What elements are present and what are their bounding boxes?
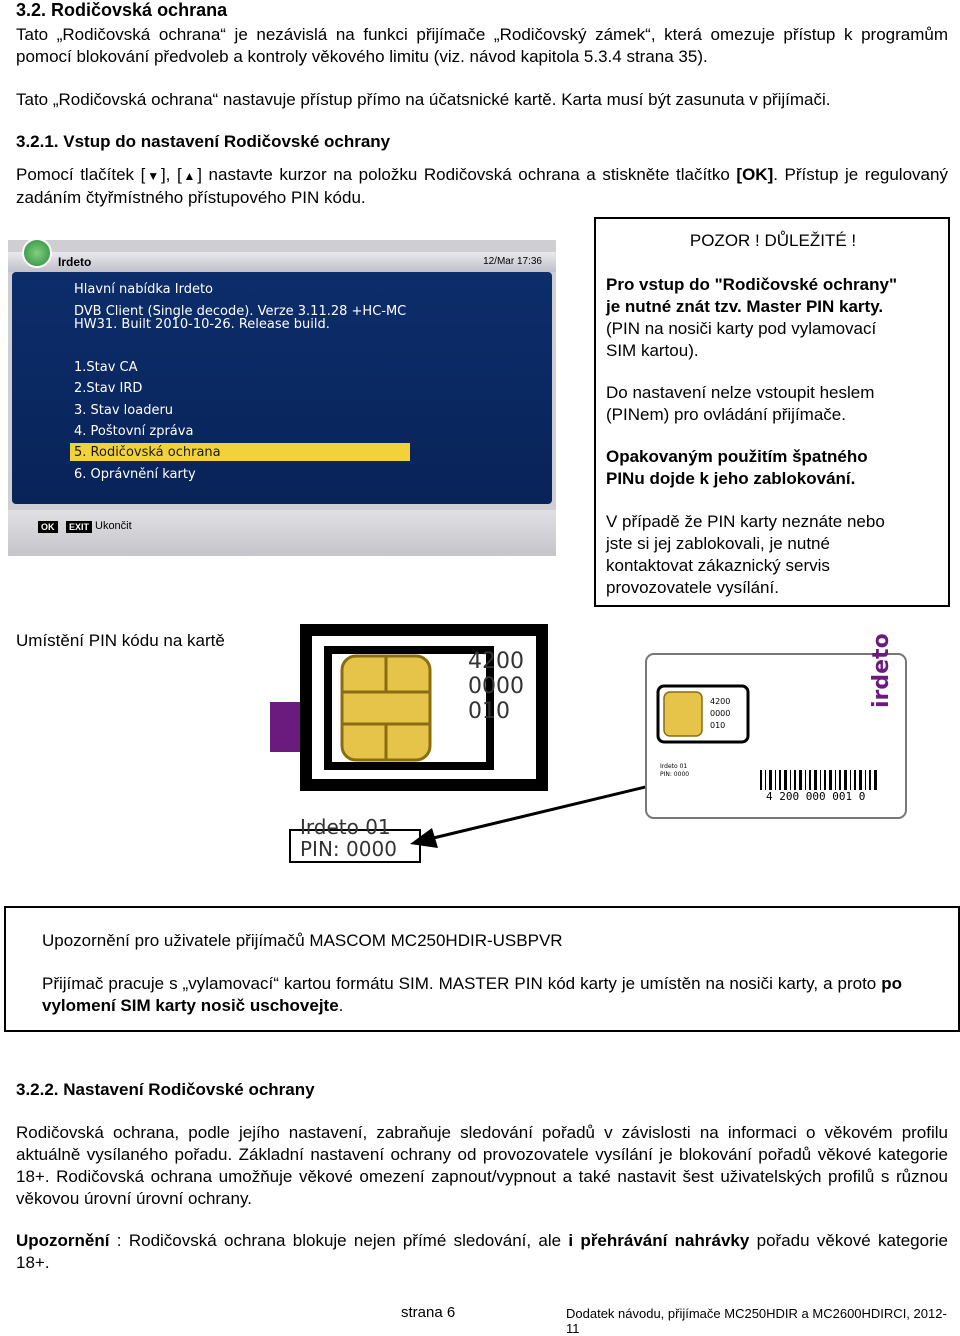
card-serial: 4 200 000 001 0 (766, 790, 866, 803)
warning-line: PINu dojde k jeho zablokování. (606, 469, 856, 488)
section-title: 3.2. Rodičovská ochrana (16, 0, 228, 20)
card-number-3: 010 (710, 721, 726, 730)
exit-text: Ukončit (95, 520, 132, 532)
warning-heading: POZOR ! DŮLEŽITÉ ! (689, 231, 857, 250)
arrow-down-icon: ▼ (145, 169, 161, 183)
exit-key-badge: EXIT (66, 521, 92, 533)
warning-line: jste si jej zablokovali, je nutné (606, 534, 830, 553)
sim-number-1: 4200 (468, 649, 524, 674)
notice-title: Upozornění pro uživatele přijímačů MASCOM MC250HDIR-USBPVR (42, 931, 563, 950)
screen-menu-item[interactable]: 2.Stav IRD (74, 381, 143, 396)
warning-line: (PIN na nosiči karty pod vylamovací (606, 319, 877, 338)
warning-line: V případě že PIN karty neznáte nebo (606, 512, 885, 531)
screen-info-line-2: HW31. Built 2010-10-26. Release build. (74, 317, 330, 332)
screen-info-line-1: DVB Client (Single decode). Verze 3.11.28 +HC-MC (74, 304, 407, 319)
screen-menu-item[interactable]: 6. Oprávnění karty (74, 467, 196, 482)
sim-card-illustration (260, 620, 960, 870)
warning-line: kontaktovat zákaznický servis (606, 556, 830, 575)
intro-paragraph-1: Tato „Rodičovská ochrana“ je nezávislá na funkci přijímače „Rodičovský zámek“, která omezuje přístup k programům pomocí blokování předvoleb a kontroly věkového limitu (viz. návod kapitola 5.3.4 strana 35). (16, 25, 948, 66)
irdeto-logo-icon (22, 238, 52, 268)
screen-menu-item[interactable]: 3. Stav loaderu (74, 403, 174, 418)
sim-number-2: 0000 (468, 674, 524, 699)
screen-menu-item-selected[interactable]: 5. Rodičovská ochrana (74, 445, 221, 460)
subsection-1-text: Pomocí tlačítek [▼], [▲] nastavte kurzor na položku Rodičovská ochrana a stiskněte tlačítko [OK]. Přístup je regulovaný zadáním čtyřmístného přístupového PIN kódu. (16, 165, 948, 207)
warning-line: Do nastavení nelze vstoupit heslem (606, 383, 875, 402)
card-number-1: 4200 (710, 697, 731, 706)
card-number-2: 0000 (710, 709, 731, 718)
ok-key-badge: OK (38, 521, 58, 533)
footer-page-number: strana 6 (401, 1304, 456, 1321)
card-small-text-1: Irdeto 01 (660, 763, 688, 770)
sim-number-3: 010 (468, 699, 510, 724)
warning-line: je nutné znát tzv. Master PIN karty. (606, 297, 884, 316)
subsection-title-1: 3.2.1. Vstup do nastavení Rodičovské ochrany (16, 132, 391, 151)
tv-menu-screenshot (8, 240, 556, 556)
notice-text: Přijímač pracuje s „vylamovací“ kartou formátu SIM. MASTER PIN kód karty je umístěn na nosiči karty, a proto po vylomení SIM karty nosič uschovejte. (42, 974, 902, 1015)
subsection-2-text: Rodičovská ochrana, podle jejího nastavení, zabraňuje sledování pořadů v závislosti na informaci o věkovém profilu aktuálně vysílaného pořadu. Základní nastavení ochrany od provozovatele vysílání je blokování pořadů věkové kategorie 18+. Rodičovská ochrana umožňuje věkové omezení zapnout/vypnout a také nastavit šest uživatelských profilů s různou věkovou úrovní úrovní ochrany. (16, 1123, 948, 1208)
screen-menu-item[interactable]: 4. Poštovní zpráva (74, 424, 194, 439)
footer-document-info: Dodatek návodu, přijímače MC250HDIR a MC2600HDIRCI, 2012-11 (566, 1306, 947, 1336)
warning-box (594, 217, 950, 607)
screen-brand: Irdeto (58, 255, 92, 269)
arrow-up-icon: ▲ (181, 169, 198, 183)
warning-2-paragraph: Upozornění : Rodičovská ochrana blokuje nejen přímé sledování, ale i přehrávání nahrávky pořadu věkové kategorie 18+. (16, 1231, 948, 1272)
warning-line: Pro vstup do "Rodičovské ochrany" (606, 275, 898, 294)
screen-header (8, 252, 556, 272)
screen-menu-item[interactable]: 1.Stav CA (74, 360, 138, 375)
warning-line: Opakovaným použitím špatného (606, 447, 868, 466)
screen-menu-title: Hlavní nabídka Irdeto (74, 282, 214, 297)
card-irdeto-logo: irdeto (869, 633, 894, 708)
card-small-text-2: PIN: 0000 (660, 771, 690, 778)
sim-pin-text: PIN: 0000 (300, 837, 397, 861)
subsection-title-2: 3.2.2. Nastavení Rodičovské ochrany (16, 1080, 315, 1099)
intro-paragraph-2: Tato „Rodičovská ochrana“ nastavuje přístup přímo na účatsnické kartě. Karta musí být zasunuta v přijímači. (16, 90, 831, 109)
pin-location-label: Umístění PIN kódu na kartě (16, 631, 225, 650)
warning-line: provozovatele vysílání. (606, 578, 779, 597)
warning-line: SIM kartou). (606, 341, 699, 360)
warning-line: (PINem) pro ovládání přijímače. (606, 405, 846, 424)
screen-bottom-bar (8, 510, 556, 556)
notice-box (4, 906, 960, 1032)
sim-irdeto-text: Irdeto 01 (300, 815, 391, 839)
screen-datetime: 12/Mar 17:36 (483, 256, 542, 267)
